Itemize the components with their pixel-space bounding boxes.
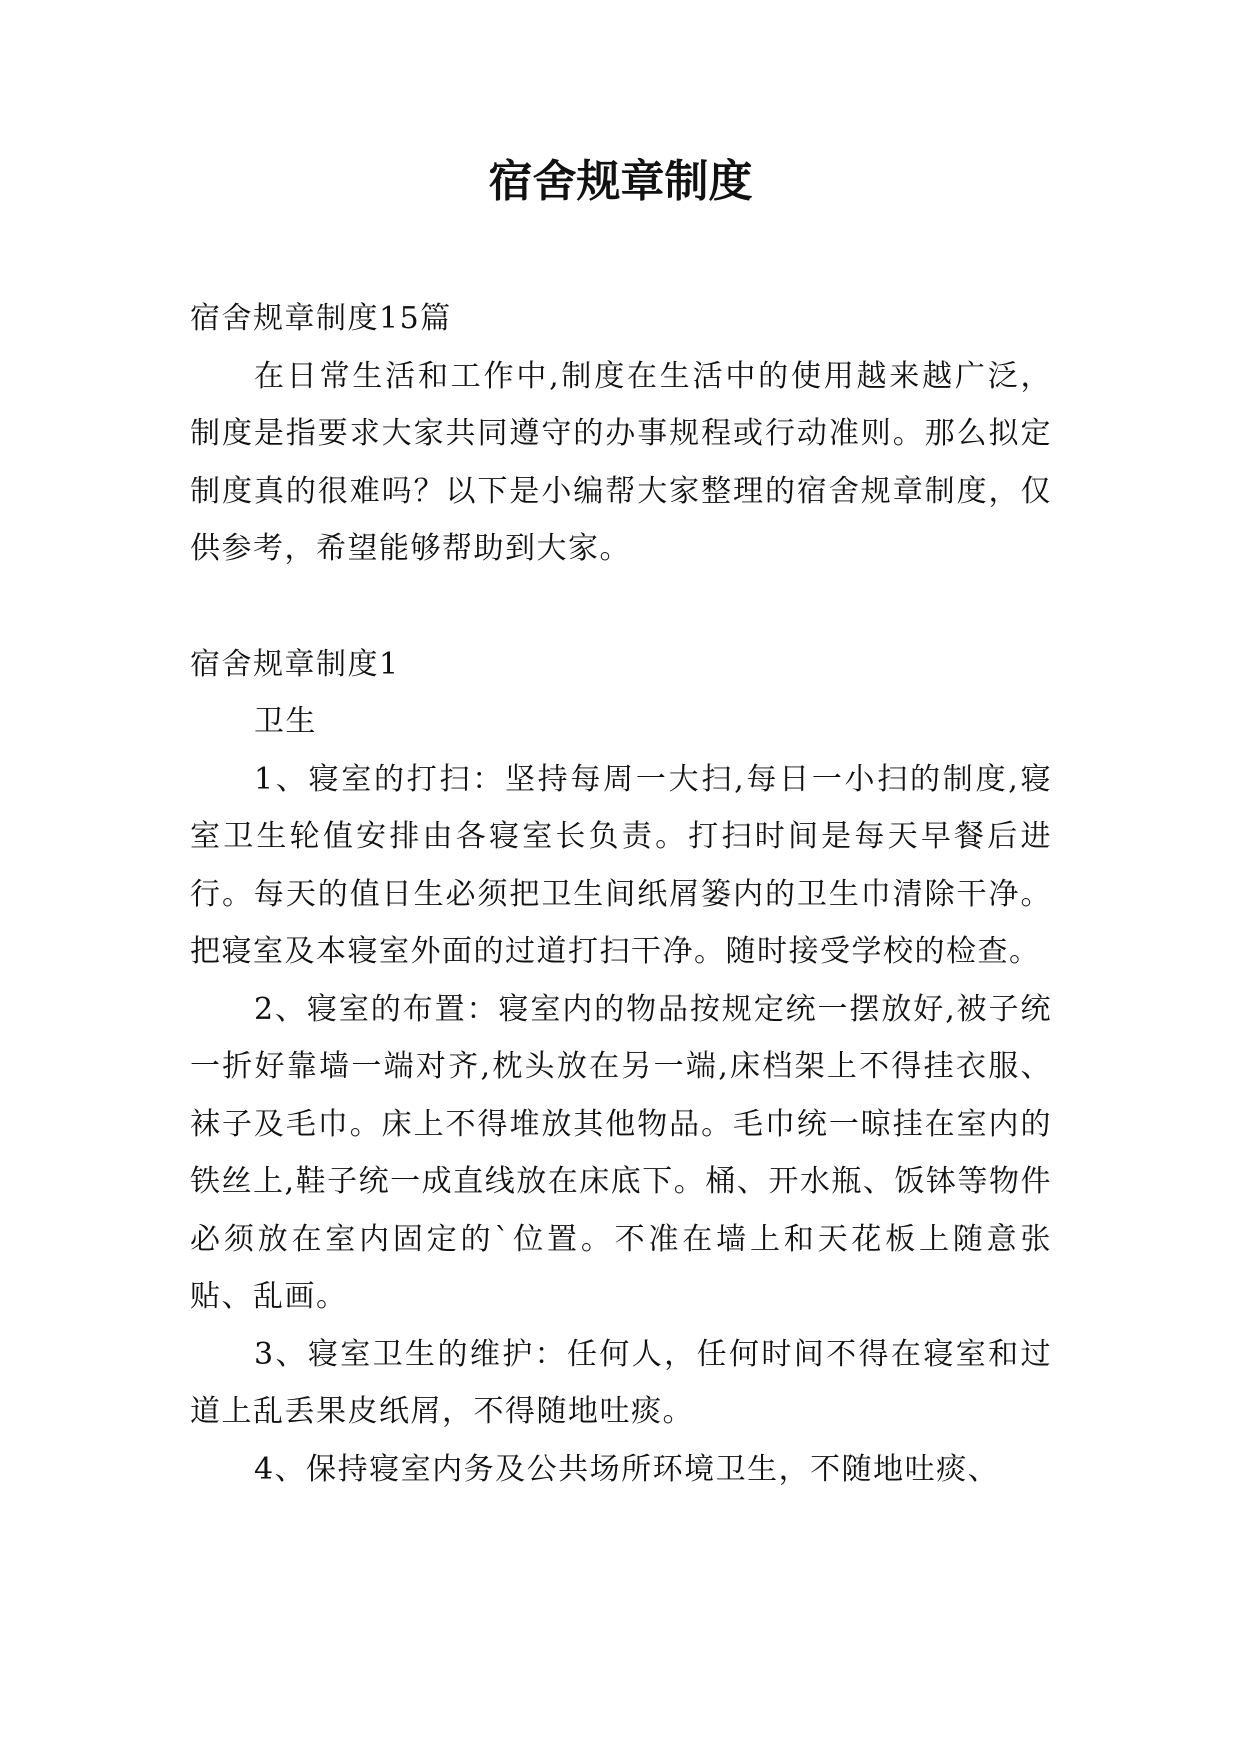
paragraph-2: 2、寝室的布置：寝室内的物品按规定统一摆放好,被子统一折好靠墙一端对齐,枕头放在另一端,床档架上不得挂衣服、袜子及毛巾。床上不得堆放其他物品。毛巾统一晾挂在室内的铁丝上,鞋子统一成直线放在床底下。桶、开水瓶、饭钵等物件必须放在室内固定的`位置。不准在墙上和天花板上随意张贴、乱画。 <box>190 991 1052 1314</box>
intro-paragraph: 在日常生活和工作中,制度在生活中的使用越来越广泛，制度是指要求大家共同遵守的办事规程或行动准则。那么拟定制度真的很难吗？以下是小编帮大家整理的宿舍规章制度，仅供参考，希望能够帮助到大家。 <box>190 358 1052 566</box>
paragraph-3: 3、寝室卫生的维护：任何人，任何时间不得在寝室和过道上乱丢果皮纸屑，不得随地吐痰。 <box>190 1336 1052 1429</box>
section-subheading: 卫生 <box>254 704 317 739</box>
section-heading: 宿舍规章制度1 <box>190 646 400 682</box>
paragraph-1: 1、寝室的打扫：坚持每周一大扫,每日一小扫的制度,寝室卫生轮值安排由各寝室长负责。打扫时间是每天早餐后进行。每天的值日生必须把卫生间纸屑篓内的卫生巾清除干净。把寝室及本寝室外面的过道打扫干净。随时接受学校的检查。 <box>190 761 1052 969</box>
paragraph-4: 4、保持寝室内务及公共场所环境卫生，不随地吐痰、 <box>254 1451 1000 1487</box>
document-body <box>190 290 1052 1498</box>
document-subtitle: 宿舍规章制度15篇 <box>190 301 452 336</box>
document-title: 宿舍规章制度 <box>488 156 753 207</box>
